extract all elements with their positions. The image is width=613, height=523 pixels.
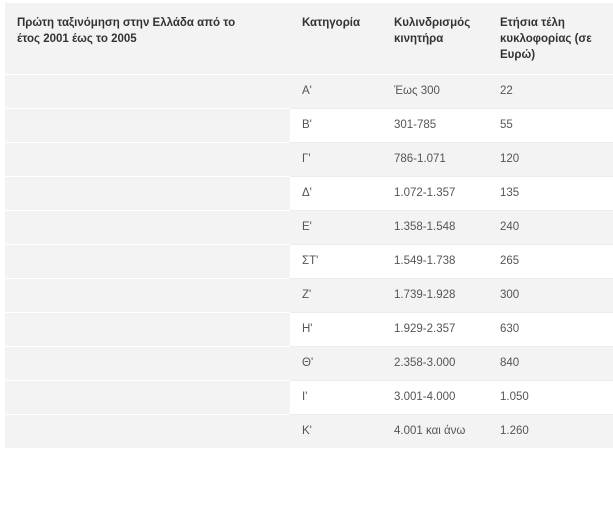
- road-tax-table: [5, 3, 613, 448]
- cylinder-cell: Έως 300: [382, 74, 488, 108]
- cylinder-cell: 2.358-3.000: [382, 346, 488, 380]
- year-cell: [5, 244, 290, 278]
- fee-cell: 135: [488, 176, 613, 210]
- fee-cell: 840: [488, 346, 613, 380]
- cylinder-cell: 4.001 και άνω: [382, 414, 488, 448]
- table-row: [5, 414, 613, 448]
- category-cell: Ε': [290, 210, 382, 244]
- year-cell: [5, 142, 290, 176]
- header-category: Κατηγορία: [290, 3, 382, 74]
- header-annual-fee: Ετήσια τέλη κυκλοφορίας (σε Ευρώ): [488, 3, 613, 74]
- table-row: [5, 380, 613, 414]
- fee-cell: 1.050: [488, 380, 613, 414]
- fee-cell: 240: [488, 210, 613, 244]
- year-cell: [5, 312, 290, 346]
- fee-cell: 300: [488, 278, 613, 312]
- table-row: [5, 346, 613, 380]
- cylinder-cell: 301-785: [382, 108, 488, 142]
- table-row: [5, 142, 613, 176]
- year-cell: [5, 414, 290, 448]
- table-row: [5, 176, 613, 210]
- category-cell: ΣΤ': [290, 244, 382, 278]
- table-row: [5, 74, 613, 108]
- year-cell: [5, 108, 290, 142]
- road-tax-table-container: [5, 3, 613, 448]
- year-cell: [5, 74, 290, 108]
- table-row: [5, 244, 613, 278]
- header-row: [5, 3, 613, 74]
- category-cell: Ζ': [290, 278, 382, 312]
- year-cell: [5, 346, 290, 380]
- fee-cell: 120: [488, 142, 613, 176]
- fee-cell: 1.260: [488, 414, 613, 448]
- fee-cell: 265: [488, 244, 613, 278]
- category-cell: Η': [290, 312, 382, 346]
- cylinder-cell: 1.549-1.738: [382, 244, 488, 278]
- table-body: [5, 74, 613, 448]
- category-cell: Θ': [290, 346, 382, 380]
- year-cell: [5, 176, 290, 210]
- cylinder-cell: 1.358-1.548: [382, 210, 488, 244]
- table-row: [5, 210, 613, 244]
- category-cell: Ι': [290, 380, 382, 414]
- cylinder-cell: 786-1.071: [382, 142, 488, 176]
- fee-cell: 22: [488, 74, 613, 108]
- cylinder-cell: 1.929-2.357: [382, 312, 488, 346]
- fee-cell: 55: [488, 108, 613, 142]
- year-cell: [5, 278, 290, 312]
- header-engine-displacement: Κυλινδρισμός κινητήρα: [382, 3, 488, 74]
- category-cell: Κ': [290, 414, 382, 448]
- fee-cell: 630: [488, 312, 613, 346]
- header-registration-period: Πρώτη ταξινόμηση στην Ελλάδα από το έτος 2001 έως το 2005: [5, 3, 290, 74]
- category-cell: Γ': [290, 142, 382, 176]
- table-header: [5, 3, 613, 74]
- table-row: [5, 312, 613, 346]
- year-cell: [5, 210, 290, 244]
- category-cell: Δ': [290, 176, 382, 210]
- cylinder-cell: 1.739-1.928: [382, 278, 488, 312]
- year-cell: [5, 380, 290, 414]
- category-cell: Β': [290, 108, 382, 142]
- table-row: [5, 108, 613, 142]
- category-cell: Α': [290, 74, 382, 108]
- table-row: [5, 278, 613, 312]
- cylinder-cell: 3.001-4.000: [382, 380, 488, 414]
- cylinder-cell: 1.072-1.357: [382, 176, 488, 210]
